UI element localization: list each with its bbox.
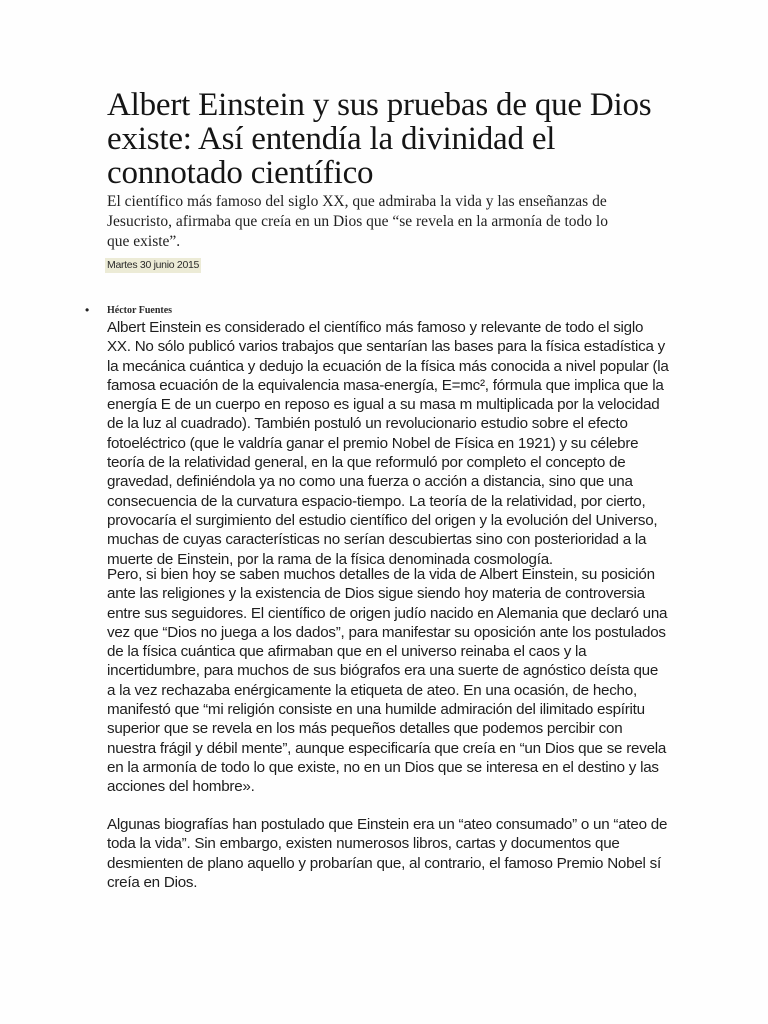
paragraph-line: de la física cuántica que afirmaban que en el universo reinaba el caos y la bbox=[107, 643, 587, 661]
paragraph-line: acciones del hombre». bbox=[107, 778, 255, 796]
paragraph-line: entre sus seguidores. El científico de origen judío nacido en Alemania que declaró una bbox=[107, 604, 668, 622]
paragraph-line: creía en Dios. bbox=[107, 873, 198, 891]
paragraph-line: XX. No sólo publicó varios trabajos que sentarían las bases para la física estadística y bbox=[107, 338, 665, 356]
paragraph-line: Albert Einstein es considerado el científico más famoso y relevante de todo el siglo bbox=[107, 319, 644, 336]
paragraph-line: energía E de un cuerpo en reposo es igual a su masa m multiplicada por la velocidad bbox=[107, 396, 660, 414]
paragraph-line: teoría de la relatividad general, en la que reformuló por completo el concepto de bbox=[107, 454, 626, 472]
paragraph-line: Algunas biografías han postulado que Einstein era un “ateo consumado” o un “ateo de bbox=[107, 816, 668, 833]
paragraph-line: superior que se revela en los más pequeños detalles que podemos percibir con bbox=[107, 720, 623, 738]
paragraph-line: manifestó que “mi religión consiste en una humilde admiración del ilimitado espíritu bbox=[107, 701, 645, 719]
title-line: connotado científico bbox=[107, 155, 374, 191]
title-line: Albert Einstein y sus pruebas de que Dios bbox=[107, 87, 652, 123]
body-paragraph bbox=[107, 318, 687, 569]
title-line: existe: Así entendía la divinidad el bbox=[107, 121, 556, 157]
subtitle-line: que existe”. bbox=[107, 233, 181, 250]
paragraph-line: gravedad, definiéndola ya no como una fuerza o acción a distancia, sino que una bbox=[107, 473, 633, 491]
subtitle-line: El científico más famoso del siglo XX, que admiraba la vida y las enseñanzas de bbox=[107, 193, 607, 210]
paragraph-line: famosa ecuación de la equivalencia masa-energía, E=mc², fórmula que implica que la bbox=[107, 376, 664, 394]
body-paragraph bbox=[107, 815, 687, 892]
paragraph-line: nuestra frágil y débil mente”, aunque especificaría que creía en “un Dios que se revela bbox=[107, 739, 667, 757]
paragraph-line: consecuencia de la curvatura espacio-tiempo. La teoría de la relatividad, por cierto, bbox=[107, 492, 646, 510]
paragraph-line: provocaría el surgimiento del estudio científico del origen y la evolución del Universo, bbox=[107, 511, 658, 529]
publish-date: Martes 30 junio 2015 bbox=[107, 259, 200, 271]
paragraph-line: de la luz al cuadrado). También postuló un revolucionario estudio sobre el efecto bbox=[107, 415, 628, 433]
author-name: Héctor Fuentes bbox=[107, 305, 173, 316]
paragraph-line: muerte de Einstein, por la rama de la física denominada cosmología. bbox=[107, 550, 553, 568]
paragraph-line: fotoeléctrico (que le valdría ganar el premio Nobel de Física en 1921) y su célebre bbox=[107, 434, 639, 452]
paragraph-line: toda la vida”. Sin embargo, existen numerosos libros, cartas y documentos que bbox=[107, 835, 620, 853]
paragraph-line: en la armonía de todo lo que existe, no en un Dios que se interesa en el destino y las bbox=[107, 758, 659, 776]
paragraph-line: Pero, si bien hoy se saben muchos detalles de la vida de Albert Einstein, su posición bbox=[107, 566, 655, 583]
bullet-icon: • bbox=[85, 303, 90, 317]
paragraph-line: ante las religiones y la existencia de Dios sigue siendo hoy materia de controversia bbox=[107, 585, 645, 603]
paragraph-line: a la vez rechazaba enérgicamente la etiqueta de ateo. En una ocasión, de hecho, bbox=[107, 681, 637, 699]
paragraph-line: desmienten de plano aquello y probarían que, al contrario, el famoso Premio Nobel sí bbox=[107, 854, 661, 872]
article-subtitle bbox=[107, 192, 677, 252]
paragraph-line: incertidumbre, para muchos de sus biógrafos era una suerte de agnóstico deísta que bbox=[107, 662, 659, 680]
article-title bbox=[107, 88, 667, 190]
paragraph-line: la mecánica cuántica y dedujo la ecuación de la física más conocida a nivel popular (la bbox=[107, 357, 669, 375]
paragraph-line: muchas de cuyas características no serían descubiertas sino con posterioridad a la bbox=[107, 531, 647, 549]
body-paragraph bbox=[107, 565, 687, 797]
subtitle-line: Jesucristo, afirmaba que creía en un Dios que “se revela en la armonía de todo lo bbox=[107, 213, 608, 230]
paragraph-line: vez que “Dios no juega a los dados”, para manifestar su oposición ante los postulados bbox=[107, 623, 666, 641]
